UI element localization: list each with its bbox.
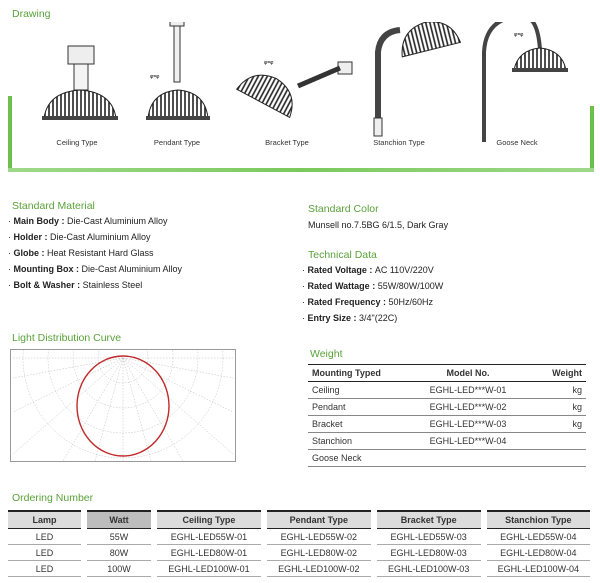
ordering-col-bracket: Bracket Type (374, 511, 484, 529)
weight-table (308, 364, 586, 467)
caption-ceiling: Ceiling Type (56, 138, 98, 147)
ordering-number-heading: Ordering Number (12, 492, 94, 504)
polar-diagram (11, 350, 235, 461)
material-mounting-box: · Mounting Box : Die-Cast Aluminium Alloy (8, 264, 183, 274)
caption-stanchion: Stanchion Type (373, 138, 425, 147)
weight-col-weight: Weight (526, 365, 586, 382)
standard-color-heading: Standard Color (308, 203, 379, 215)
material-globe: · Globe : Heat Resistant Hard Glass (8, 248, 154, 258)
material-bolt-washer: · Bolt & Washer : Stainless Steel (8, 280, 143, 290)
table-row: Bracket EGHL-LED***W-03 kg (308, 416, 586, 433)
ordering-col-stanchion: Stanchion Type (484, 511, 590, 529)
drawing-heading: Drawing (12, 8, 51, 20)
stanchion-type-drawing (374, 22, 460, 136)
weight-col-model: Model No. (410, 365, 526, 382)
material-holder: · Holder : Die-Cast Aluminium Alloy (8, 232, 151, 242)
goose-neck-drawing (484, 22, 568, 142)
tech-rated-wattage: · Rated Wattage : 55W/80W/100W (302, 281, 444, 291)
caption-pendant: Pendant Type (153, 138, 201, 147)
table-row: Ceiling EGHL-LED***W-01 kg (308, 382, 586, 399)
ordering-col-watt: Watt (84, 511, 154, 529)
table-row: Goose Neck (308, 450, 586, 467)
weight-col-mounting: Mounting Typed (308, 365, 410, 382)
light-distribution-plot (10, 349, 236, 462)
drawing-frame (8, 22, 594, 172)
standard-material-heading: Standard Material (12, 200, 95, 212)
svg-text:φ=φ: φ=φ (150, 74, 160, 80)
ordering-table (8, 510, 590, 577)
ordering-col-lamp: Lamp (8, 511, 84, 529)
technical-data-heading: Technical Data (308, 249, 377, 261)
standard-color-value: Munsell no.7.5BG 6/1.5, Dark Gray (308, 220, 449, 230)
table-row: LED 80W EGHL-LED80W-01 EGHL-LED80W-02 EGHL-LED80W-03 EGHL-LED80W-04 (8, 545, 590, 561)
table-row: Stanchion EGHL-LED***W-04 (308, 433, 586, 450)
fixture-drawings (8, 22, 594, 172)
svg-text:φ=φ: φ=φ (514, 32, 524, 38)
ordering-col-ceiling: Ceiling Type (154, 511, 264, 529)
ordering-col-pendant: Pendant Type (264, 511, 374, 529)
material-main-body: · Main Body : Die-Cast Aluminium Alloy (8, 216, 168, 226)
table-row: LED 100W EGHL-LED100W-01 EGHL-LED100W-02 EGHL-LED100W-03 EGHL-LED100W-04 (8, 561, 590, 577)
tech-entry-size: · Entry Size : 3/4"(22C) (302, 313, 398, 323)
svg-text:φ=φ: φ=φ (264, 60, 274, 66)
caption-goose-neck: Goose Neck (496, 138, 538, 147)
tech-rated-voltage: · Rated Voltage : AC 110V/220V (302, 265, 434, 275)
light-distribution-heading: Light Distribution Curve (12, 332, 122, 344)
table-row: LED 55W EGHL-LED55W-01 EGHL-LED55W-02 EGHL-LED55W-03 EGHL-LED55W-04 (8, 529, 590, 545)
ceiling-type-drawing (42, 46, 118, 120)
bracket-type-drawing (237, 60, 352, 117)
weight-heading: Weight (310, 348, 343, 360)
caption-bracket: Bracket Type (265, 138, 309, 147)
tech-rated-frequency: · Rated Frequency : 50Hz/60Hz (302, 297, 434, 307)
pendant-type-drawing (146, 22, 210, 120)
table-row: Pendant EGHL-LED***W-02 kg (308, 399, 586, 416)
